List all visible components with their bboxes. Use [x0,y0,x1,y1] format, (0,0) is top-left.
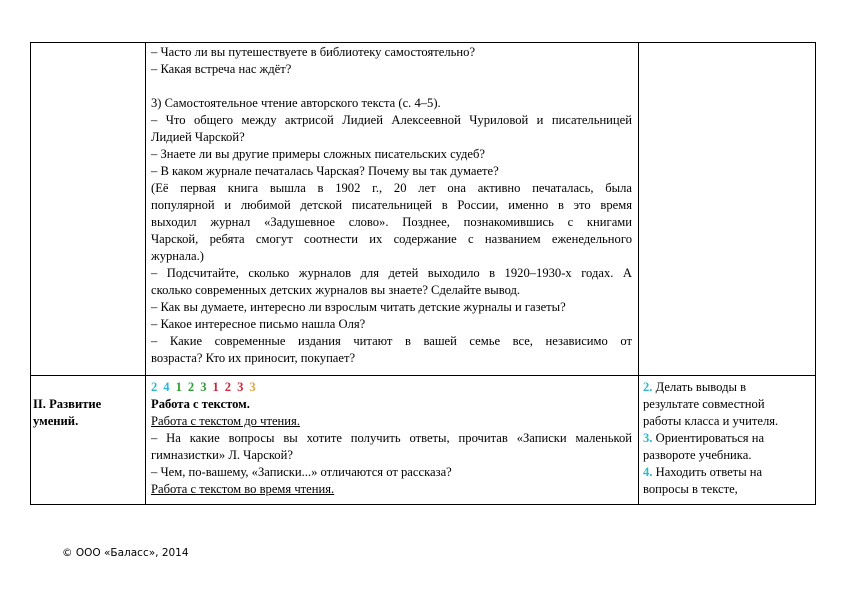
lesson-table [30,42,816,505]
skill-text: Находить ответы на [655,465,763,479]
skill-number: 4. [643,465,653,479]
subheading-during-reading: Работа с текстом во время чтения. [151,482,335,496]
text-line: – В каком журнале печаталась Чарская? Почему вы так думаете? [151,164,499,178]
column-divider-2 [638,42,639,505]
digit: 1 [175,380,182,394]
digit: 2 [151,380,158,394]
skills-cell [643,379,813,498]
text-line: – Какое интересное письмо нашла Оля? [151,317,366,331]
digit: 2 [187,380,195,394]
skill-item [643,464,813,481]
text-line: – Какая встреча нас ждёт? [151,62,292,76]
text-line: – Чем, по-вашему, «Записки...» отличаются от рассказа? [151,465,452,479]
skill-text-line: вопросы в тексте, [643,482,738,496]
skill-item [643,379,813,396]
color-digits [151,379,632,396]
skill-number: 3. [643,431,653,445]
stage-cell [33,396,141,430]
digit: 2 [224,380,232,394]
digit: 1 [212,380,219,394]
table-border-top [30,42,816,43]
text-line: (Её первая книга вышла в 1902 г., 20 лет она активно печаталась, была [151,181,632,195]
text-line: Лидией Чарской? [151,130,245,144]
row2-content-cell [151,379,632,498]
text-line: гимназистки» Л. Чарской? [151,448,293,462]
digit: 4 [163,380,170,394]
text-line: 3) Самостоятельное чтение авторского текста (с. 4–5). [151,96,441,110]
text-line: возраста? Кто их приносит, покупает? [151,351,356,365]
text-line: – Знаете ли вы другие примеры сложных писательских судеб? [151,147,485,161]
table-border-right [815,42,816,505]
stage-label: II. Развитие умений. [33,397,102,428]
text-line: журнала.) [151,249,204,263]
copyright-footer: © ООО «Баласс», 2014 [62,547,189,559]
text-line: – Что общего между актрисой Лидией Алексеевной Чуриловой и писательницей [151,113,632,127]
digit: 3 [200,380,207,394]
text-line: сколько современных детских журналов вы знаете? Сделайте вывод. [151,283,521,297]
skill-text-line: результате совместной [643,397,765,411]
skill-text-line: работы класса и учителя. [643,414,779,428]
text-line: – На какие вопросы вы хотите получить ответы, прочитав «Записки маленькой [151,431,632,445]
skill-text: Делать выводы в [655,380,747,394]
skill-item [643,430,813,447]
digit: 3 [237,380,244,394]
skill-text: Ориентироваться на [655,431,765,445]
blank-line [151,78,632,95]
subheading-before-reading: Работа с текстом до чтения. [151,414,300,428]
text-line: – Какие современные издания читают в вашей семье все, независимо от [151,334,632,348]
digit: 3 [249,380,256,394]
skill-number: 2. [643,380,653,394]
row-divider [30,375,816,376]
section-heading: Работа с текстом. [151,397,250,411]
skill-text-line: развороте учебника. [643,448,752,462]
text-line: – Часто ли вы путешествуете в библиотеку самостоятельно? [151,45,476,59]
table-border-bottom [30,504,816,505]
text-line: – Как вы думаете, интересно ли взрослым читать детские журналы и газеты? [151,300,566,314]
text-line: – Подсчитайте, сколько журналов для детей выходило в 1920–1930-х годах. А [151,266,632,280]
column-divider-1 [145,42,146,505]
text-line: популярной и любимой детской писательницей в России, именно в это время [151,198,632,212]
text-line: Чарской, ребята смогут соотнести их содержание с названием еженедельного [151,232,632,246]
row1-content-cell [151,44,632,367]
table-border-left [30,42,31,505]
text-line: выходил журнал «Задушевное слово». Позднее, познакомившись с книгами [151,215,632,229]
